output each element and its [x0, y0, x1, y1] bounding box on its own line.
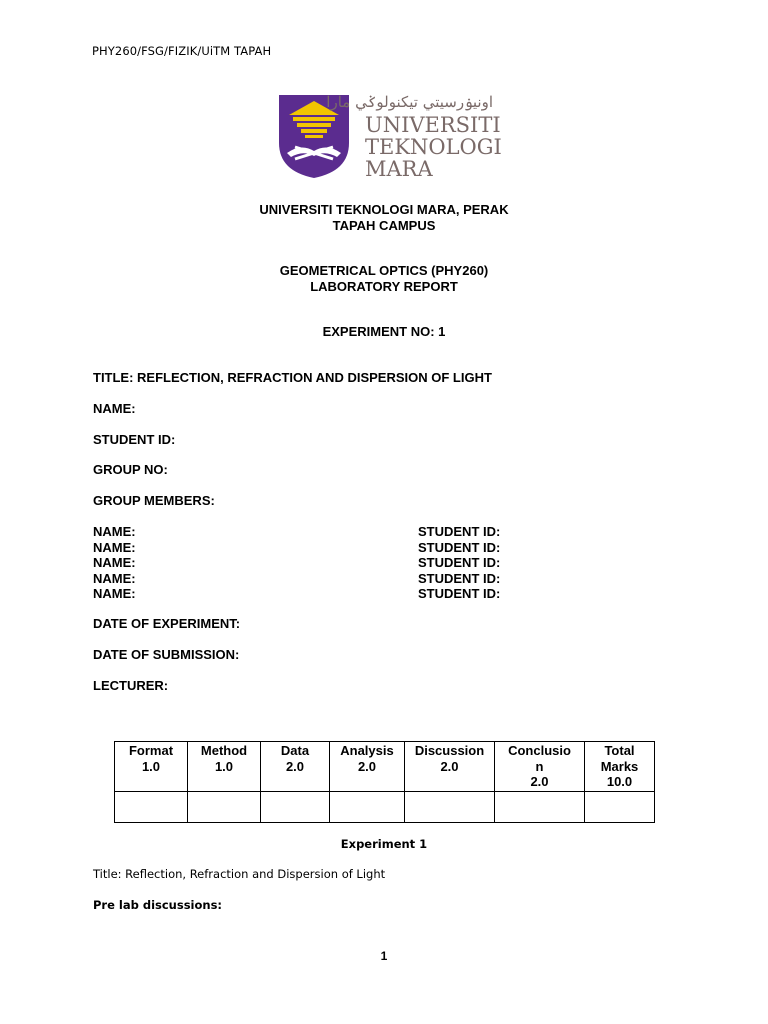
- lecturer-field: LECTURER:: [93, 678, 169, 693]
- experiment-heading: Experiment 1: [340, 837, 428, 851]
- logo-line-3: MARA: [365, 157, 433, 181]
- marks-header-cell: Conclusio n 2.0: [495, 742, 585, 792]
- name-field: NAME:: [93, 401, 136, 416]
- member-name-label: NAME:: [93, 524, 136, 539]
- member-name-label: NAME:: [93, 570, 136, 586]
- logo-text: [365, 114, 502, 180]
- prelab-heading: Pre lab discussions:: [93, 898, 223, 912]
- group-members-heading: GROUP MEMBERS:: [93, 493, 215, 508]
- marks-header-cell: Total Marks 10.0: [585, 742, 655, 792]
- member-name-label: NAME:: [93, 539, 136, 555]
- jawi-wordmark: اونيۏرسيتي تيكنولوݢي مارا: [326, 93, 493, 111]
- member-id-label: STUDENT ID:: [418, 570, 501, 586]
- member-ids: [418, 524, 500, 602]
- marks-entry-cell: [405, 791, 495, 822]
- group-no-field: GROUP NO:: [93, 462, 168, 477]
- uitm-logo: [277, 93, 502, 181]
- marks-header-cell: Format 1.0: [115, 742, 188, 792]
- document-header: PHY260/FSG/FIZIK/UiTM TAPAH: [92, 44, 272, 58]
- marks-header-cell: Analysis 2.0: [330, 742, 405, 792]
- member-id-label: STUDENT ID:: [418, 539, 501, 555]
- marks-entry-cell: [188, 791, 261, 822]
- marks-entry-cell: [585, 791, 655, 822]
- marks-entry-cell: [330, 791, 405, 822]
- student-id-field: STUDENT ID:: [93, 432, 176, 447]
- marks-header-cell: Data 2.0: [261, 742, 330, 792]
- course-name: GEOMETRICAL OPTICS (PHY260): [279, 263, 489, 278]
- marks-header-cell: Method 1.0: [188, 742, 261, 792]
- member-id-label: STUDENT ID:: [418, 555, 501, 570]
- report-type: LABORATORY REPORT: [310, 278, 458, 294]
- campus-name: TAPAH CAMPUS: [332, 217, 436, 233]
- marks-entry-cell: [495, 791, 585, 822]
- marks-entry-cell: [261, 791, 330, 822]
- course-heading: [0, 263, 768, 294]
- member-name-label: NAME:: [93, 586, 136, 601]
- marks-header-cell: Discussion 2.0: [405, 742, 495, 792]
- logo-line-2: TEKNOLOGI: [365, 135, 502, 159]
- member-name-label: NAME:: [93, 555, 136, 570]
- page-number: 1: [380, 949, 388, 963]
- member-id-label: STUDENT ID:: [418, 524, 501, 539]
- date-of-submission-field: DATE OF SUBMISSION:: [93, 647, 240, 662]
- marks-entry-cell: [115, 791, 188, 822]
- logo-line-1: UNIVERSITI: [365, 113, 501, 137]
- member-id-label: STUDENT ID:: [418, 586, 501, 601]
- marks-table: [114, 741, 655, 823]
- date-of-experiment-field: DATE OF EXPERIMENT:: [93, 616, 241, 631]
- member-names: [93, 524, 136, 602]
- title-field: TITLE: REFLECTION, REFRACTION AND DISPERSION OF LIGHT: [93, 370, 492, 385]
- university-name: UNIVERSITI TEKNOLOGI MARA, PERAK: [259, 202, 509, 217]
- experiment-number: EXPERIMENT NO: 1: [322, 324, 446, 339]
- experiment-title: Title: Reflection, Refraction and Dispersion of Light: [93, 867, 386, 881]
- marks-header-row: [115, 742, 655, 792]
- marks-entry-row: [115, 791, 655, 822]
- university-heading: [0, 202, 768, 233]
